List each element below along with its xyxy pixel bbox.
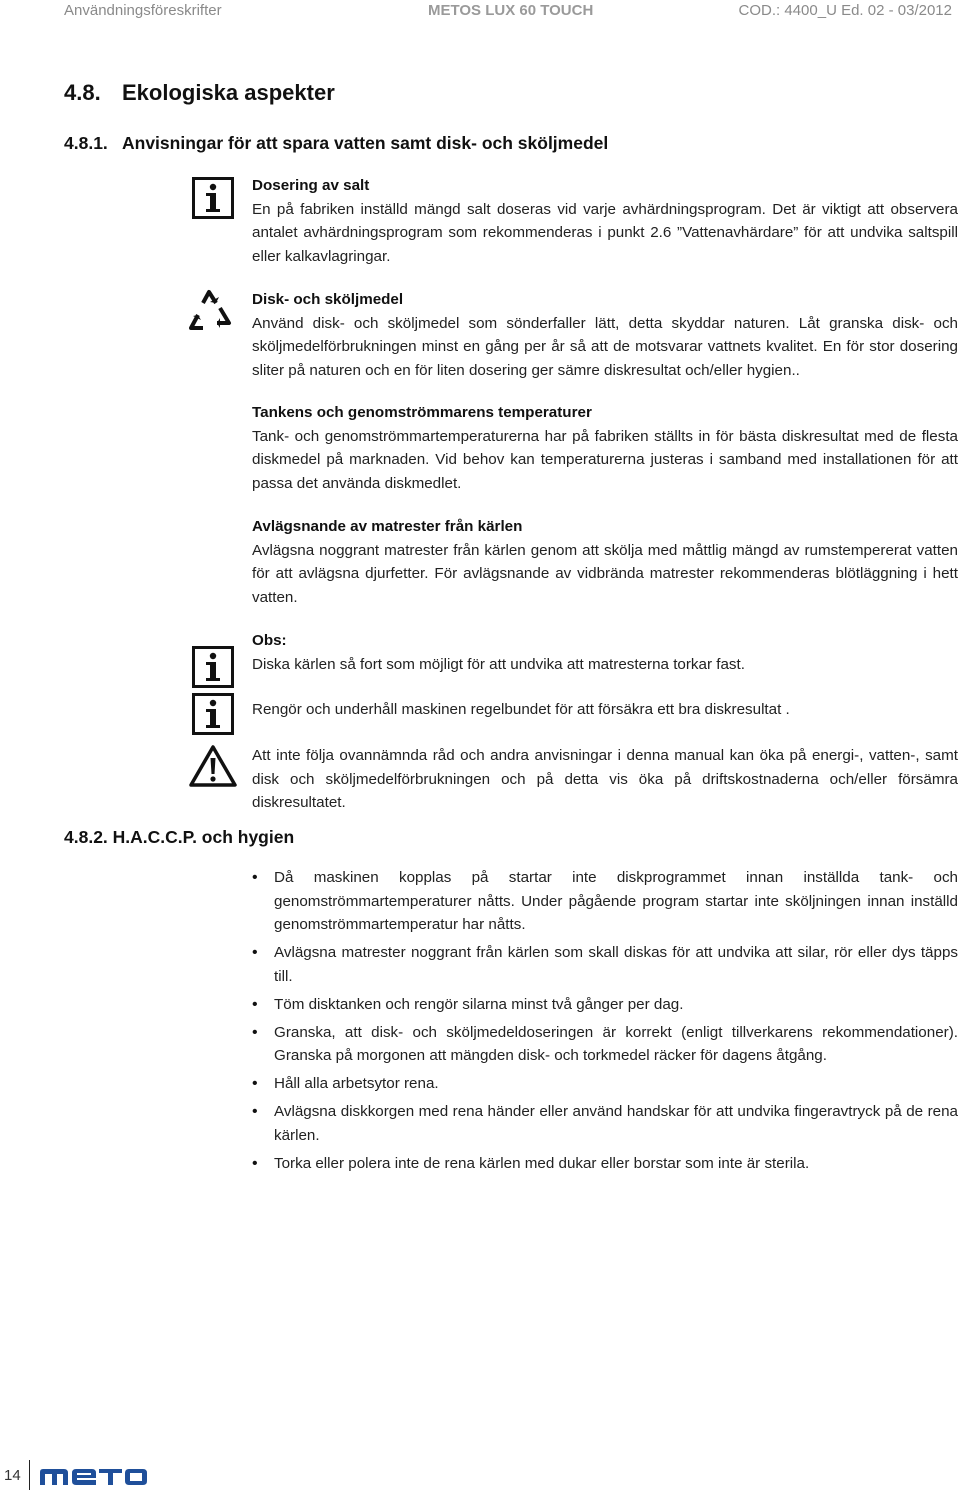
- obs-text-1: Diska kärlen så fort som möjligt för att undvika att matresterna torkar fast.: [252, 655, 745, 673]
- warning-icon: [188, 744, 238, 788]
- list-item: • Töm disktanken och rengör silarna minst två gånger per dag.: [252, 993, 958, 1017]
- list-item: • Håll alla arbetsytor rena.: [252, 1072, 958, 1096]
- detergent-block: [252, 288, 958, 382]
- detergent-title: Disk- och sköljmedel: [252, 291, 404, 308]
- metos-logo-s: [150, 1469, 160, 1485]
- header-product: METOS LUX 60 TOUCH: [428, 2, 594, 19]
- list-item: • Avlägsna diskkorgen med rena händer eller använd handskar för att undvika fingeravtryck på de rena kärlen.: [252, 1100, 958, 1147]
- temperature-block: [252, 401, 958, 495]
- temperature-title: Tankens och genomströmmarens temperaturer: [252, 404, 592, 421]
- food-residue-text: Avlägsna noggrant matrester från kärlen genom att skölja med måttlig mängd av rumstempererat vatten för att avlägsna djurfetter. För avlägsnande av vidbrända matrester rekommenderas blötläggning i hett vatten.: [252, 541, 958, 606]
- obs-text-2: Rengör och underhåll maskinen regelbundet för att försäkra ett bra diskresultat .: [252, 701, 790, 718]
- salt-dosing-title: Dosering av salt: [252, 177, 370, 194]
- page-footer: [0, 1460, 300, 1490]
- warning-block: [252, 744, 958, 815]
- list-item: • Torka eller polera inte de rena kärlen med dukar eller borstar som inte är sterila.: [252, 1152, 958, 1176]
- obs-title-block: [252, 629, 958, 676]
- info-icon: [192, 693, 234, 735]
- temperature-text: Tank- och genomströmmartemperaturerna har på fabriken ställts in för bästa diskresultat med de flesta diskmedel på marknaden. Vid behov kan temperaturerna justeras i samband med installationen för att passa det använda diskmedlet.: [252, 427, 958, 492]
- haccp-heading: 4.8.2. H.A.C.C.P. och hygien: [64, 827, 295, 847]
- footer-divider: [29, 1460, 30, 1490]
- subsection-title: Anvisningar för att spara vatten samt disk- och sköljmedel: [122, 133, 609, 153]
- header-code: COD.: 4400_U Ed. 02 - 03/2012: [738, 2, 952, 19]
- food-residue-title: Avlägsnande av matrester från kärlen: [252, 518, 523, 535]
- metos-logo: [40, 1469, 160, 1485]
- section-heading: [64, 80, 335, 106]
- recycle-icon: [186, 287, 234, 333]
- subsection-heading: [64, 133, 608, 154]
- haccp-list: [252, 866, 958, 1180]
- food-residue-block: [252, 515, 958, 609]
- section-number: 4.8.: [64, 80, 101, 105]
- section-title: Ekologiska aspekter: [122, 80, 335, 105]
- list-item: • Granska, att disk- och sköljmedeldoseringen är korrekt (enligt tillverkarens rekommendationer). Granska på morgonen att mängden disk- och torkmedel räcker för dagens åtgång.: [252, 1021, 958, 1068]
- warning-text: Att inte följa ovannämnda råd och andra anvisningar i denna manual kan öka på energi-, vatten-, samt disk och sköljmedelförbrukningen och på detta vis öka på driftskostnaderna och/eller försämra diskresultatet.: [252, 747, 958, 811]
- detergent-text: Använd disk- och sköljmedel som sönderfaller lätt, detta skyddar naturen. Låt granska disk- och sköljmedelförbrukningen minst en gång per år så att de motsvarar vattnets kvalitet. En för stor dosering sliter på naturen och en för liten dosering ger sämre diskresultat och/eller hygien..: [252, 314, 958, 379]
- list-item: • Avlägsna matrester noggrant från kärlen som skall diskas för att undvika att silar, rör eller dys täpps till.: [252, 941, 958, 988]
- salt-dosing-text: En på fabriken inställd mängd salt doseras vid varje avhärdningsprogram. Det är viktigt att observera antalet avhärdningsprogram som rekommenderas i punkt 2.6 ”Vattenavhärdare” för att undvika saltspill eller kalkavlagringar.: [252, 200, 958, 265]
- subsection-number: 4.8.1.: [64, 133, 108, 153]
- info-icon: [192, 646, 234, 688]
- obs-title: Obs:: [252, 632, 287, 649]
- obs-text-2-block: [252, 698, 958, 722]
- salt-dosing-block: [252, 174, 958, 268]
- header-doc-type: Användningsföreskrifter: [64, 2, 222, 19]
- page-number: 14: [4, 1467, 21, 1484]
- list-item: • Då maskinen kopplas på startar inte diskprogrammet innan inställda tank- och genomströmmartemperaturer nåtts. Under pågående program startar inte sköljningen innan inställd genomströmmartemperatur har nåtts.: [252, 866, 958, 937]
- info-icon: [192, 177, 234, 219]
- page-header: [0, 0, 960, 22]
